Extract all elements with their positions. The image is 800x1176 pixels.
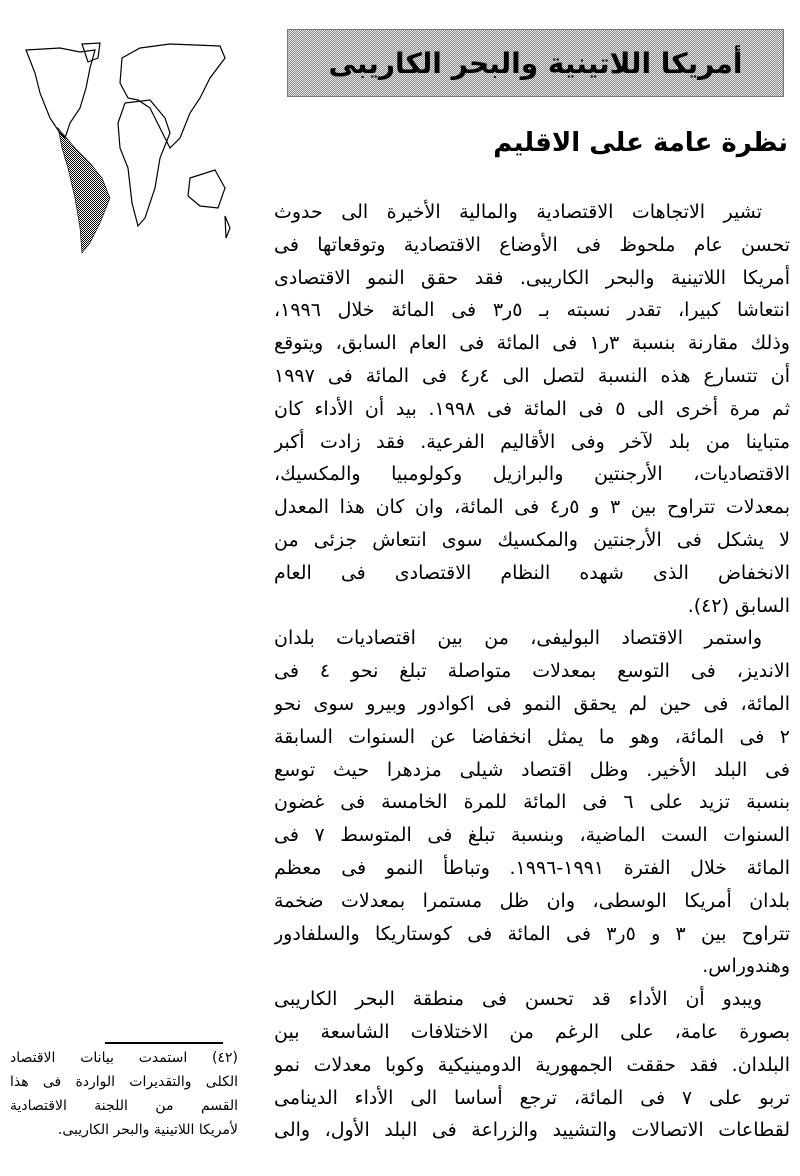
text-line: متباينا من بلد لآخر وفى الأقاليم الفرعية. فقد زادت أكبر	[274, 430, 790, 453]
footnote	[10, 1046, 238, 1142]
text-line: انتعاشا كبيرا، تقدر نسبته بـ ٥ر٣ فى المائة خلال ١٩٩٦،	[274, 299, 790, 322]
text-line: المائة، فى حين لم يحقق النمو فى اكوادور وبيرو سوى نحو	[274, 692, 790, 715]
text-line: الانديز، فى التوسع بمعدلات متواصلة تبلغ نحو ٤ فى	[274, 660, 790, 683]
text-line: بمعدلات تتراوح بين ٣ و ٥ر٤ فى المائة، وان كان هذا المعدل	[274, 496, 790, 519]
text-line: وذلك مقارنة بنسبة ٣ر١ فى المائة فى العام السابق، ويتوقع	[274, 332, 790, 355]
text-line: ويبدو أن الأداء قد تحسن فى منطقة البحر الكاريبى	[274, 988, 762, 1011]
text-line: أمريكا اللاتينية والبحر الكاريبى. فقد حقق النمو الاقتصادى	[274, 266, 790, 289]
text-line: ثم مرة أخرى الى ٥ فى المائة فى ١٩٩٨. بيد أن الأداء كان	[274, 397, 790, 420]
world-map-icon	[20, 38, 240, 258]
text-line: بصورة عامة، على الرغم من الاختلافات الشاسعة بين	[274, 1020, 790, 1043]
footnote-line: القسم من اللجنة الاقتصادية	[10, 1098, 238, 1114]
paragraph	[274, 196, 790, 622]
body-text	[274, 196, 790, 1147]
text-line: واستمر الاقتصاد البوليفى، من بين اقتصاديات بلدان	[274, 627, 762, 650]
section-subtitle: نظرة عامة على الاقليم	[493, 128, 788, 158]
paragraph	[274, 622, 790, 983]
text-line: أن تتسارع هذه النسبة لتصل الى ٤ر٤ فى المائة فى ١٩٩٧	[274, 364, 790, 387]
text-line: البلدان. فقد حققت الجمهورية الدومينيكية وكوبا معدلات نمو	[274, 1053, 790, 1076]
text-line: المائة خلال الفترة ١٩٩١-١٩٩٦. وتباطأ النمو فى معظم	[274, 856, 790, 879]
text-line: لقطاعات الاتصالات والتشييد والزراعة فى البلد الأول، والى	[274, 1119, 790, 1142]
text-line: تشير الاتجاهات الاقتصادية والمالية الأخيرة الى حدوث	[274, 201, 762, 223]
text-line: الانخفاض الذى شهده النظام الاقتصادى فى العام	[274, 561, 790, 584]
footnote-line: الكلى والتقديرات الواردة فى هذا	[10, 1074, 238, 1090]
latin-america-highlight	[58, 128, 110, 253]
text-line: بنسبة تزيد على ٦ فى المائة للمرة الخامسة فى غضون	[274, 791, 790, 814]
text-line: ٢ فى المائة، وهو ما يمثل انخفاضا عن السنوات السابقة	[274, 725, 790, 748]
section-title: أمريكا اللاتينية والبحر الكاريبى	[328, 46, 743, 80]
text-line: تربو على ٧ فى المائة، ترجع أساسا الى الأداء الدينامى	[274, 1086, 790, 1109]
text-line: تحسن عام ملحوظ فى الأوضاع الاقتصادية وتوقعاتها فى	[274, 233, 790, 256]
section-title-banner	[287, 29, 784, 97]
footnote-divider	[105, 1042, 223, 1044]
footnote-line: (٤٢) استمدت بيانات الاقتصاد	[10, 1050, 238, 1066]
footnote-line: لأمريكا اللاتينية والبحر الكاريبى.	[57, 1122, 238, 1138]
text-line: فى البلد الأخير. وظل اقتصاد شيلى مزدهرا حيث توسع	[274, 758, 790, 781]
text-line: بلدان أمريكا الوسطى، وان ظل مستمرا بمعدلات ضخمة	[274, 889, 790, 912]
text-line: لا يشكل فى الأرجنتين والمكسيك سوى انتعاش جزئى من	[274, 528, 790, 551]
text-line: السابق (٤٢).	[687, 594, 790, 617]
paragraph	[274, 983, 790, 1147]
text-line: الاقتصاديات، الأرجنتين والبرازيل وكولومبيا والمكسيك،	[274, 463, 790, 486]
text-line: السنوات الست الماضية، وبنسبة تبلغ فى المتوسط ٧ فى	[274, 824, 790, 847]
text-line: وهندوراس.	[702, 955, 790, 978]
text-line: تتراوح بين ٣ و ٥ر٣ فى المائة فى كوستاريكا والسلفادور	[274, 922, 790, 945]
